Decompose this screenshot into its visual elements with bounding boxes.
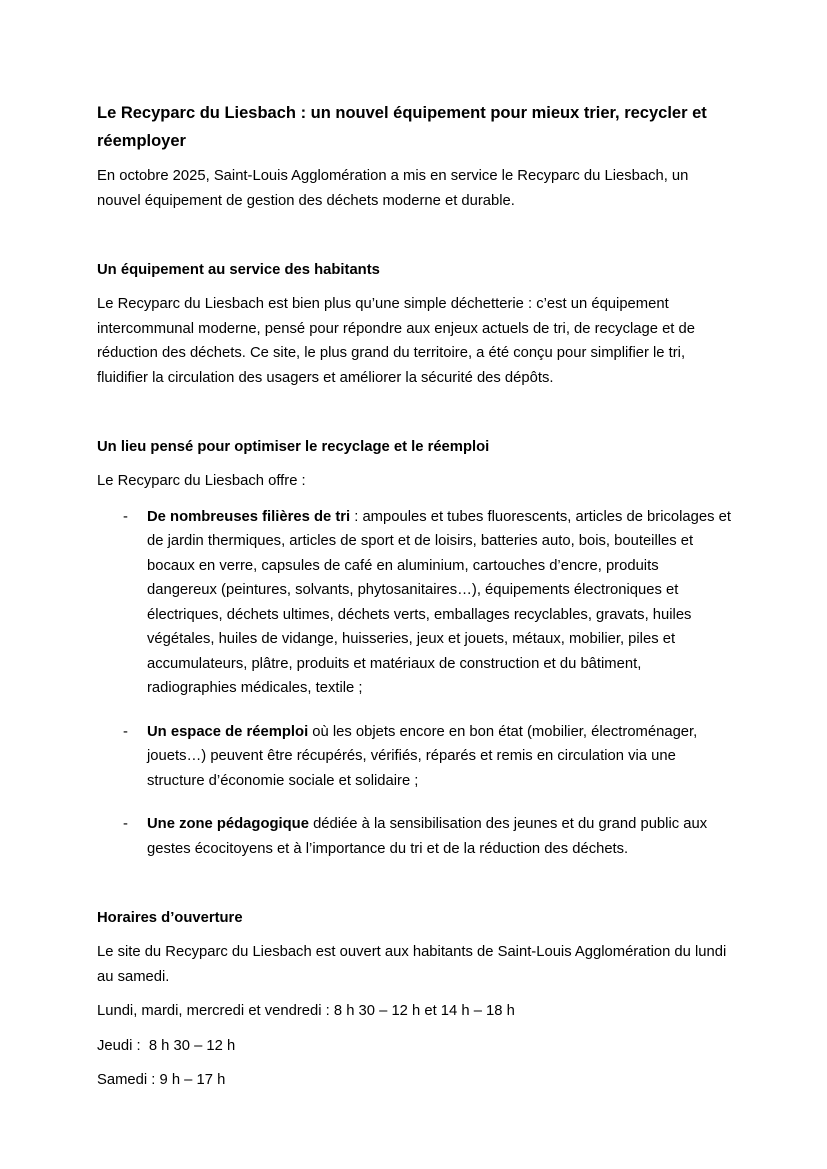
- bullet-list: [97, 505, 731, 862]
- list-item-body: dédiée à la sensibilisation des jeunes et du grand public aux gestes écocitoyens et à l’importance du tri et de la réduction des déchets.: [147, 816, 708, 857]
- list-item-bold-lead: De nombreuses filières de tri: [147, 508, 351, 525]
- document-title: Le Recyparc du Liesbach : un nouvel équipement pour mieux trier, recycler et réemployer: [97, 104, 707, 150]
- intro-paragraph: En octobre 2025, Saint-Louis Agglomération a mis en service le Recyparc du Liesbach, un nouvel équipement de gestion des déchets moderne et durable.: [97, 168, 689, 209]
- dash-bullet-icon: -: [123, 508, 128, 525]
- list-item-text: [147, 505, 731, 701]
- list-item-body: où les objets encore en bon état (mobilier, électroménager, jouets…) peuvent être récupérés, vérifiés, réparés et remis en circulation via une structure d’économie sociale et solidaire ;: [147, 723, 698, 789]
- list-item-bold-lead: Une zone pédagogique: [147, 816, 309, 832]
- list-item: [123, 812, 731, 861]
- hours-line-weekdays: Lundi, mardi, mercredi et vendredi : 8 h 30 – 12 h et 14 h – 18 h: [97, 1003, 515, 1019]
- list-lead-paragraph: Le Recyparc du Liesbach offre :: [97, 473, 306, 489]
- section-heading-horaires: Horaires d’ouverture: [97, 910, 243, 926]
- section-heading-habitants: Un équipement au service des habitants: [97, 262, 380, 278]
- horaires-intro-paragraph: Le site du Recyparc du Liesbach est ouvert aux habitants de Saint-Louis Agglomération du lundi au samedi.: [97, 944, 727, 985]
- list-item: [123, 505, 731, 701]
- section-habitants-body: Le Recyparc du Liesbach est bien plus qu’une simple déchetterie : c’est un équipement intercommunal moderne, pensé pour répondre aux enjeux actuels de tri, de recyclage et de réduction des déchets. Ce site, le plus grand du territoire, a été conçu pour simplifier le tri, fluidifier la circulation des usagers et améliorer la sécurité des dépôts.: [97, 296, 695, 386]
- dash-bullet-icon: -: [123, 816, 128, 832]
- list-item: [123, 720, 731, 794]
- section-heading-recyclage-reemploi: Un lieu pensé pour optimiser le recyclage et le réemploi: [97, 439, 490, 455]
- list-item-text: [147, 720, 731, 794]
- hours-line-thursday: Jeudi : 8 h 30 – 12 h: [97, 1037, 236, 1054]
- list-item-body: : ampoules et tubes fluorescents, articles de bricolages et de jardin thermiques, articles de sport et de loisirs, batteries auto, bois, bouteilles et bocaux en verre, capsules de café en aluminium, cartouches d’encre, produits dangereux (peintures, solvants, phytosanitaires…), équipements électroniques et électriques, déchets ultimes, déchets verts, emballages recyclables, gravats, huiles végétales, huiles de vidange, huisseries, jeux et jouets, métaux, mobilier, piles et accumulateurs, plâtre, produits et matériaux de construction et du bâtiment, radiographies médicales, textile ;: [147, 508, 731, 696]
- hours-line-saturday: Samedi : 9 h – 17 h: [97, 1072, 226, 1088]
- dash-bullet-icon: -: [123, 723, 128, 740]
- list-item-text: [147, 812, 731, 861]
- list-item-bold-lead: Un espace de réemploi: [147, 723, 309, 740]
